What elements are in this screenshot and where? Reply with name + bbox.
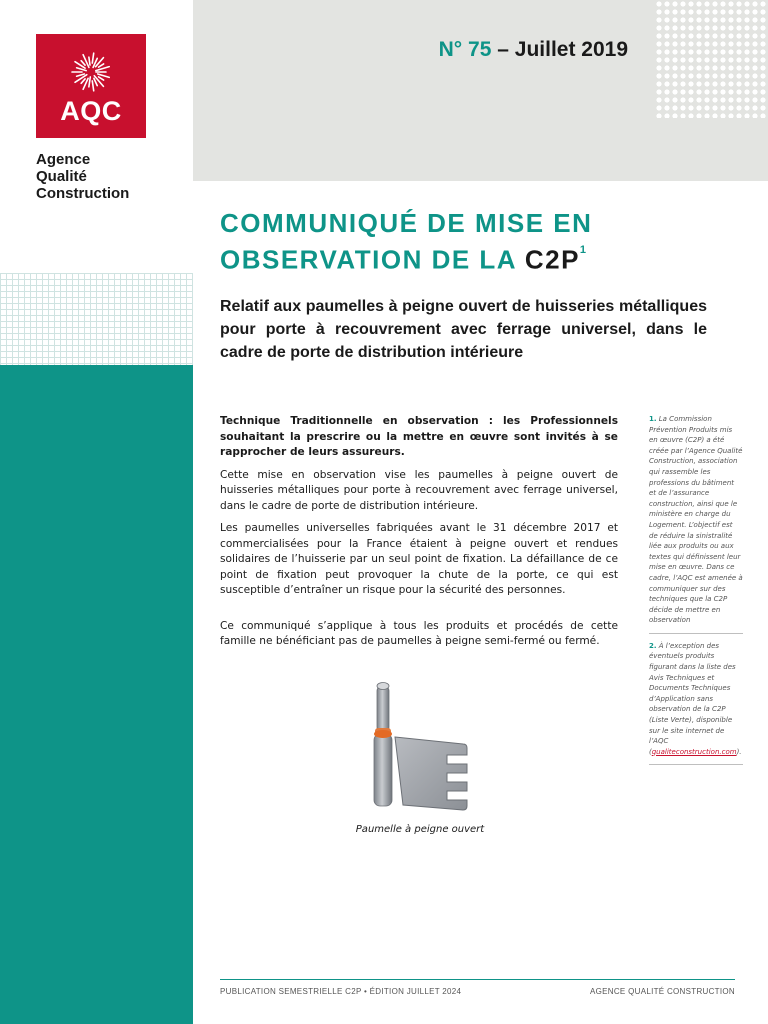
sunburst-ray bbox=[89, 57, 90, 65]
teal-sidebar bbox=[0, 365, 193, 1024]
sunburst-ray bbox=[99, 64, 104, 67]
figure-caption: Paumelle à peigne ouvert bbox=[355, 824, 485, 835]
footnote bbox=[649, 641, 743, 766]
footer-publication: PUBLICATION SEMESTRIELLE C2P • ÉDITION JUILLET 2024 bbox=[220, 987, 462, 996]
sunburst-ray bbox=[81, 61, 85, 66]
sunburst-ray bbox=[99, 77, 104, 80]
sunburst-ray bbox=[81, 79, 85, 84]
logo-text: AQC bbox=[60, 96, 122, 126]
issue-info bbox=[300, 38, 628, 62]
issue-number: N° 75 bbox=[438, 38, 492, 61]
lead-paragraph: Technique Traditionnelle en observation : les Professionnels souhaitant la prescrire ou la mettre en œuvre sont invités à se rapprocher de leurs assureurs. bbox=[220, 415, 618, 458]
sunburst-ray bbox=[77, 74, 85, 76]
org-name bbox=[36, 151, 186, 202]
footer-divider bbox=[220, 979, 735, 980]
issue-date: Juillet 2019 bbox=[514, 38, 628, 61]
body-text bbox=[220, 414, 618, 657]
org-line: Construction bbox=[36, 185, 130, 202]
footnote-text: À l’exception des éventuels produits figurant dans la liste des Avis Techniques et Documents Techniques d’Application sans observation de la C2P (Liste Verte), disponible sur le site internet de l’AQC ( bbox=[649, 641, 736, 756]
footnote-text: La Commission Prévention Produits mis en œuvre (C2P) a été créée par l’Agence Qualité Construction, association qui rassemble les professions du bâtiment et de l’assurance construction, ainsi que le ministère en charge du Logement. L’objectif est de réduire la sinistralité liée aux produits ou aux textes qui définissent leur mise en œuvre. Dans ce cadre, l’AQC est amenée à communiquer sur des techniques que la C2P décide de mettre en observation bbox=[649, 415, 743, 625]
footnote-ref: 1 bbox=[579, 244, 587, 256]
sunburst-ray bbox=[92, 81, 93, 91]
sunburst-ray bbox=[92, 53, 93, 63]
footnote-text-end: ). bbox=[736, 747, 742, 756]
paragraph: Ce communiqué s’applique à tous les produits et procédés de cette famille ne bénéficiant pas de paumelles à peigne semi-fermé ou fermé. bbox=[220, 619, 618, 647]
title-line-2: OBSERVATION DE LA bbox=[220, 244, 525, 275]
website-link[interactable]: qualiteconstruction.com bbox=[651, 747, 737, 756]
footnote-number: 1. bbox=[649, 415, 657, 423]
org-line: Agence bbox=[36, 151, 91, 168]
paragraph: Cette mise en observation vise les paumelles à peigne ouvert de huisseries métalliques pour porte à recouvrement avec ferrage universel, dans le cadre de porte de distribution intérieure. bbox=[220, 468, 618, 512]
paragraph: Les paumelles universelles fabriquées avant le 31 décembre 2017 et commercialisées pour la France étaient à peigne ouvert et rendues solidaires de l’huisserie par un seul point de fixation. La défaillance de ce point de fixation peut provoquer la chute de la porte, ce qui est susceptible d’entraîner un risque pour la sécurité des personnes. bbox=[220, 522, 618, 596]
subtitle: Relatif aux paumelles à peigne ouvert de huisseries métalliques pour porte à recouvrement avec ferrage universel, dans le cadre de porte de distribution intérieure bbox=[220, 298, 707, 361]
title-line-1: COMMUNIQUÉ DE MISE EN bbox=[220, 208, 593, 238]
footnotes bbox=[649, 414, 743, 772]
footnote bbox=[649, 414, 743, 634]
footnote-number: 2. bbox=[649, 641, 657, 650]
issue-separator: – bbox=[491, 38, 515, 61]
hinge-illustration bbox=[355, 672, 485, 822]
sunburst-ray bbox=[83, 55, 89, 68]
org-line: Qualité bbox=[36, 168, 87, 185]
decorative-grid-left bbox=[0, 273, 193, 365]
decorative-dot-grid bbox=[655, 0, 768, 118]
aqc-logo bbox=[36, 34, 146, 138]
sunburst-ray bbox=[89, 77, 90, 87]
page-title bbox=[220, 207, 660, 277]
title-acronym: C2P bbox=[524, 244, 580, 275]
footer-org: AGENCE QUALITÉ CONSTRUCTION bbox=[589, 987, 735, 996]
